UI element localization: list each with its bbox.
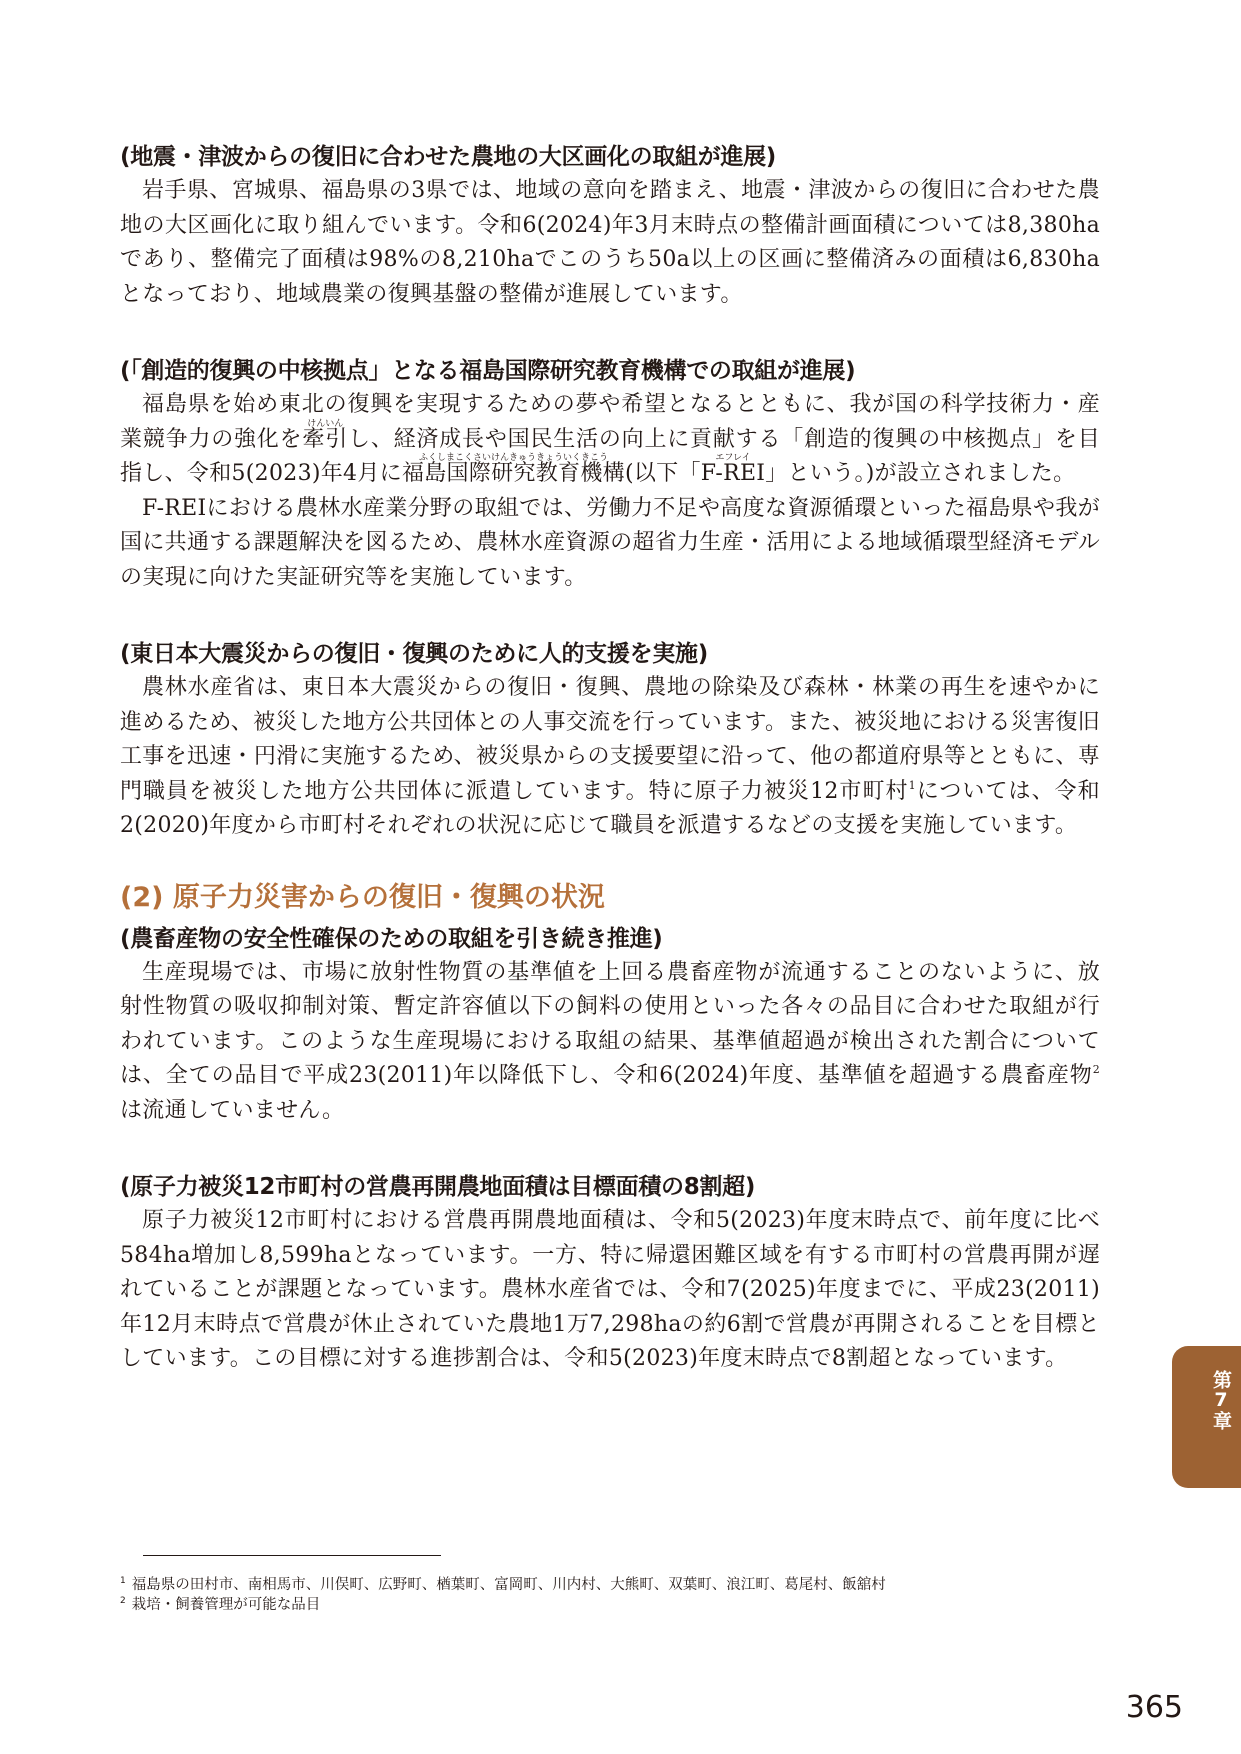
footnote-1: $^1$ 福島県の田村市、南相馬市、川俣町、広野町、楢葉町、富岡町、川内村、大熊町、双葉町、浪江町、葛尾村、飯舘村 xyxy=(120,1576,886,1593)
section-heading: (地震・津波からの復旧に合わせた農地の大区画化の取組が進展) xyxy=(120,144,777,170)
footnote-2: $^2$ 栽培・飼養管理が可能な品目 xyxy=(120,1596,321,1613)
paragraph: F-REIにおける農林水産業分野の取組では、労働力不足や高度な資源循環といった福島県や我が国に共通する課題解決を図るため、農林水産資源の超省力生産・活用による地域循環型経済モデルの実現に向けた実証研究等を実施しています。 xyxy=(120,495,1100,590)
paragraph: 生産現場では、市場に放射性物質の基準値を上回る農畜産物が流通することのないように、放射性物質の吸収抑制対策、暫定許容値以下の飼料の使用といった各々の品目に合わせた取組が行われています。このような生産現場における取組の結果、基準値超過が検出された割合については、全ての品目で平成23(2011)年以降低下し、令和6(2024)年度、基準値を超過する農畜産物$^2$は流通していません。 xyxy=(120,959,1100,1123)
paragraph: 原子力被災12市町村における営農再開農地面積は、令和5(2023)年度末時点で、前年度に比べ584ha増加し8,599haとなっています。一方、特に帰還困難区域を有する市町村の営農再開が遅れていることが課題となっています。農林水産省では、令和7(2025)年度までに、平成23(2011)年12月末時点で営農が休止されていた農地1万7,298haの約6割で営農が再開されることを目標としています。この目標に対する進捗割合は、令和5(2023)年度末時点で8割超となっています。 xyxy=(120,1208,1100,1371)
footnote-divider xyxy=(143,1555,441,1556)
ruby-f-rei-fullname: ふくしまこくさいけんきゅうきょういくきこう 福島国際研究教育機構 xyxy=(401,453,625,486)
section-livestock-safety xyxy=(120,922,1100,1129)
section-heading: (原子力被災12市町村の営農再開農地面積は目標面積の8割超) xyxy=(120,1174,756,1200)
ruby-f-rei: エフレイ F-REI xyxy=(700,453,766,486)
page-number: 365 xyxy=(1125,1690,1183,1725)
section-title-nuclear: (2) 原子力災害からの復旧・復興の状況 xyxy=(120,881,605,913)
chapter-tab-label: 第7章 xyxy=(1210,1370,1232,1430)
chapter-tab[interactable] xyxy=(1172,1346,1241,1488)
paragraph: 農林水産省は、東日本大震災からの復旧・復興、農地の除染及び森林・林業の再生を速やかに進めるため、被災した地方公共団体との人事交流を行っています。また、被災地における災害復旧工事を迅速・円滑に実施するため、被災県からの支援要望に沿って、他の都道府県等とともに、専門職員を被災した地方公共団体に派遣しています。特に原子力被災12市町村$^1$については、令和2(2020)年度から市町村それぞれの状況に応じて職員を派遣するなどの支援を実施しています。 xyxy=(120,675,1100,838)
section-heading: (東日本大震災からの復旧・復興のために人的支援を実施) xyxy=(120,641,708,667)
footnote-ref[interactable]: 2 xyxy=(1092,1063,1100,1076)
paragraph: 福島県を始め東北の復興を実現するための夢や希望となるとともに、我が国の科学技術力・産業競争力の強化を けんいん 牽引し、経済成長や国民生活の向上に貢献する「創造的復興の中核拠点」を目指し、令和5(2023)年4月に ふくしまこくさいけんきゅうきょういくきこう 福島国際研究教育機構(以下「 エフレイ F-REI」という。)が設立されました。 xyxy=(120,392,1100,486)
section-heading: (農畜産物の安全性確保のための取組を引き続き推進) xyxy=(120,925,663,952)
section-f-rei xyxy=(120,354,1100,595)
section-human-support xyxy=(120,637,1100,844)
main-content xyxy=(120,140,1100,1419)
section-farmland-consolidation xyxy=(120,140,1100,312)
ruby-kenin: けんいん 牽引 xyxy=(302,418,349,452)
footnote-ref[interactable]: 1 xyxy=(908,778,916,792)
paragraph: 岩手県、宮城県、福島県の3県では、地域の意向を踏まえ、地震・津波からの復旧に合わせた農地の大区画化に取り組んでいます。令和6(2024)年3月末時点の整備計画面積については8,380haであり、整備完了面積は98%の8,210haでこのうち50a以上の区画に整備済みの面積は6,830haとなっており、地域農業の復興基盤の整備が進展しています。 xyxy=(120,178,1101,307)
section-heading: (「創造的復興の中核拠点」となる福島国際研究教育機構での取組が進展) xyxy=(120,358,856,384)
section-farming-resumption xyxy=(120,1170,1100,1377)
